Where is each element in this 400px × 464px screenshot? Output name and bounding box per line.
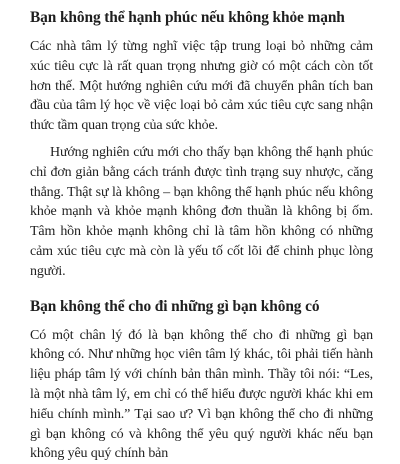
- paragraph-giving-truth: Có một chân lý đó là bạn không thể cho đi những gì bạn không có. Như những học viên tâm lý khác, tôi phải tiến hành liệu pháp tâm lý với chính bản thân mình. Thầy tôi nói: “Les, là một nhà tâm lý, em chỉ có thể hiểu được người khác khi em hiểu chính mình.” Tại sao ư? Vì bạn không thể cho đi những gì bạn không có và không thể yêu quý người khác nếu bạn không yêu quý chính bản: [30, 327, 373, 462]
- section-heading-giving: Bạn không thể cho đi những gì bạn không có: [30, 297, 320, 315]
- section-heading-health: Bạn không thể hạnh phúc nếu không khỏe mạnh: [30, 9, 345, 26]
- paragraph-health-intro: Các nhà tâm lý từng nghĩ việc tập trung loại bỏ những cảm xúc tiêu cực là rất quan trọng nhưng giờ có một cách còn tốt hơn thế. Một hướng nghiên cứu mới đã chuyển phân tích ban đầu của tâm lý học về việc loại bỏ cảm xúc tiêu cực sang nhận thức tầm quan trọng của sức khỏe.: [30, 39, 373, 134]
- paragraph-health-research: Hướng nghiên cứu mới cho thấy bạn không thể hạnh phúc chỉ đơn giản bằng cách tránh được tình trạng suy nhược, căng thẳng. Thật sự là không – bạn không thể hạnh phúc nếu không khỏe mạnh và khỏe mạnh không đơn thuần là không bị ốm. Tâm hồn khỏe mạnh không chỉ là tâm hồn không có những cảm xúc tiêu cực mà còn là yếu tố cốt lõi để chinh phục lòng người.: [30, 144, 373, 279]
